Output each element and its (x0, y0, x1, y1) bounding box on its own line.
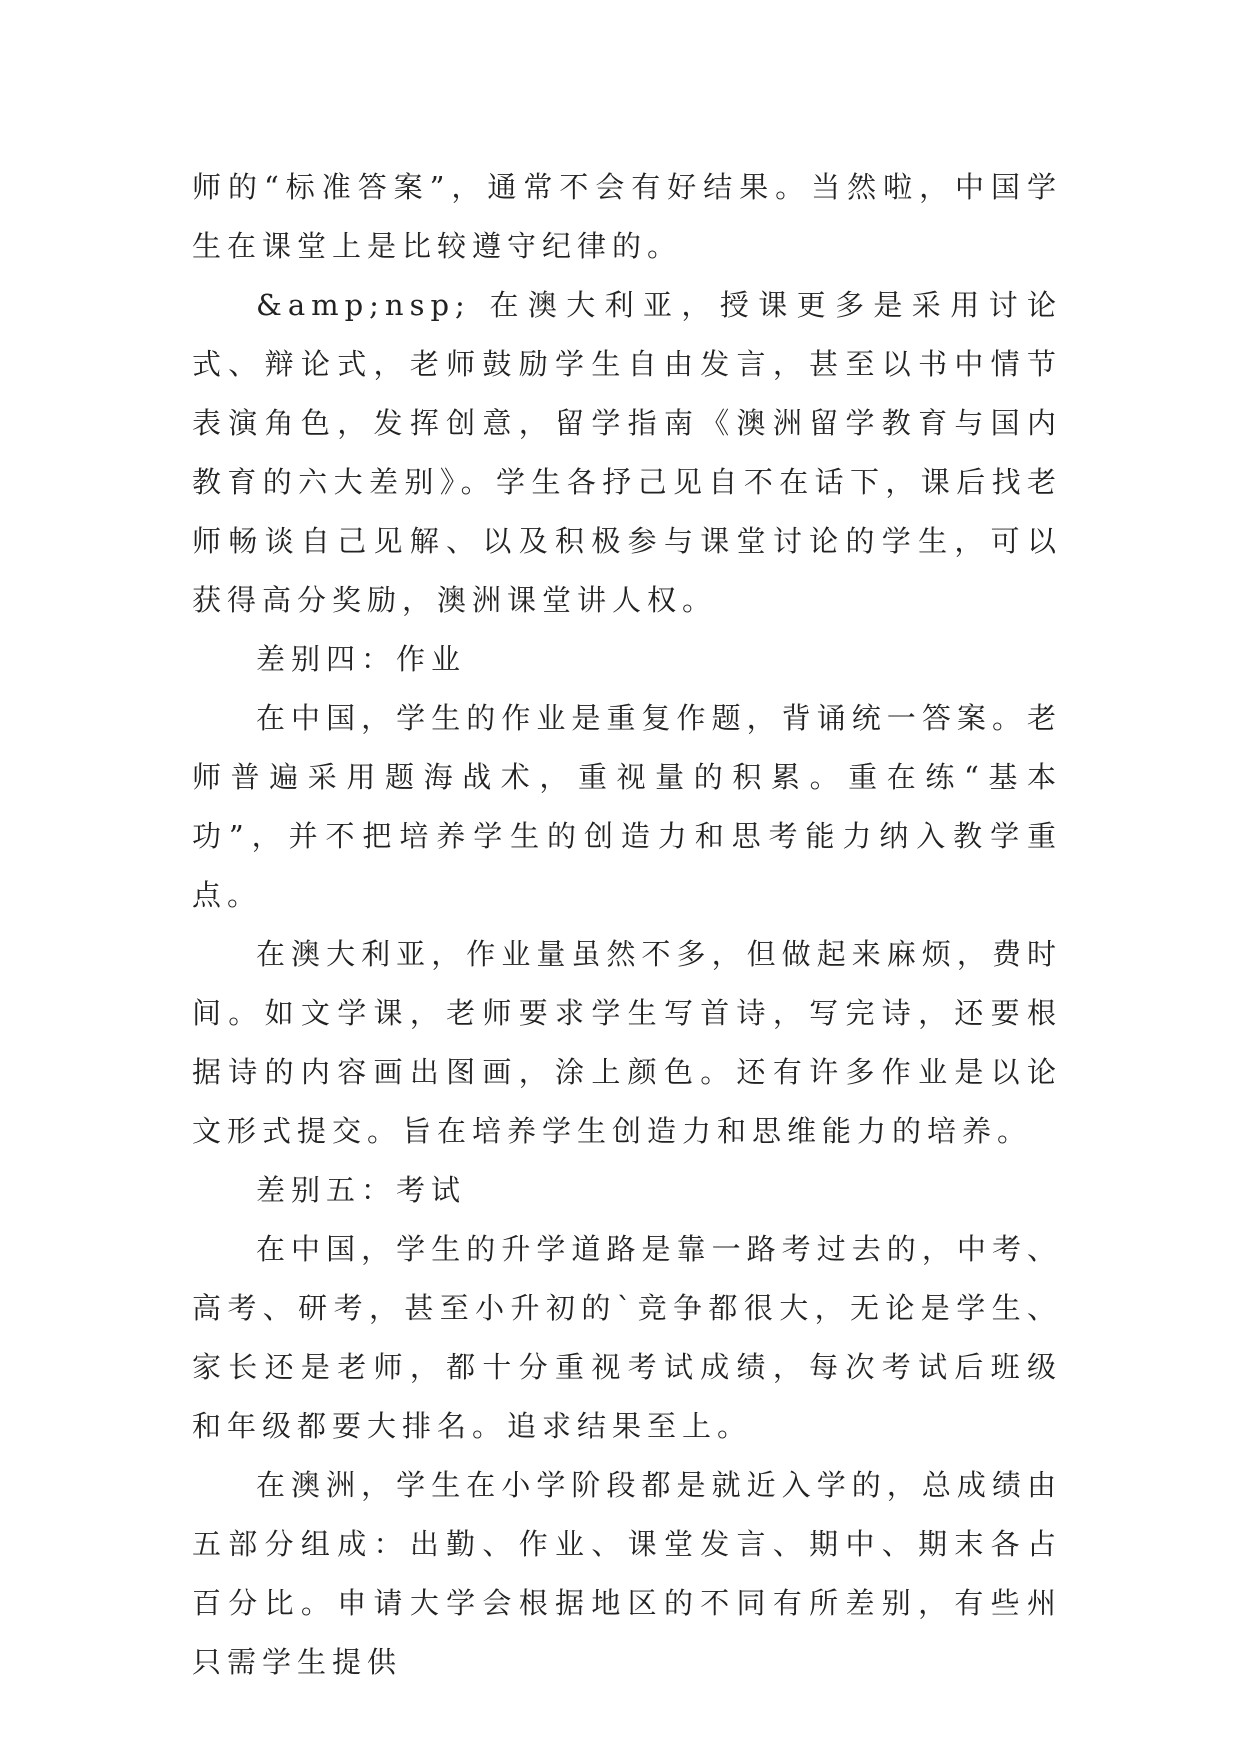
paragraph: 在澳大利亚，作业量虽然不多，但做起来麻烦，费时间。如文学课，老师要求学生写首诗，写完诗，还要根据诗的内容画出图画，涂上颜色。还有许多作业是以论文形式提交。旨在培养学生创造力和思维能力的培养。 (192, 937, 1062, 1148)
paragraph: 在澳洲，学生在小学阶段都是就近入学的，总成绩由五部分组成：出勤、作业、课堂发言、期中、期末各占百分比。申请大学会根据地区的不同有所差别，有些州只需学生提供 (192, 1468, 1062, 1679)
body-text (192, 158, 1062, 1692)
paragraph: 在中国，学生的作业是重复作题，背诵统一答案。老师普遍采用题海战术，重视量的积累。重在练“基本功”，并不把培养学生的创造力和思考能力纳入教学重点。 (192, 701, 1062, 912)
paragraph: 在中国，学生的升学道路是靠一路考过去的，中考、高考、研考，甚至小升初的`竞争都很大，无论是学生、家长还是老师，都十分重视考试成绩，每次考试后班级和年级都要大排名。追求结果至上。 (192, 1232, 1062, 1443)
section-heading: 差别四：作业 (256, 642, 467, 676)
section-heading: 差别五：考试 (256, 1173, 467, 1207)
paragraph: &amp;nsp; 在澳大利亚，授课更多是采用讨论式、辩论式，老师鼓励学生自由发言，甚至以书中情节表演角色，发挥创意，留学指南《澳洲留学教育与国内教育的六大差别》。学生各抒己见自不在话下，课后找老师畅谈自己见解、以及积极参与课堂讨论的学生，可以获得高分奖励，澳洲课堂讲人权。 (192, 288, 1062, 617)
paragraph: 师的“标准答案”，通常不会有好结果。当然啦，中国学生在课堂上是比较遵守纪律的。 (192, 170, 1062, 263)
